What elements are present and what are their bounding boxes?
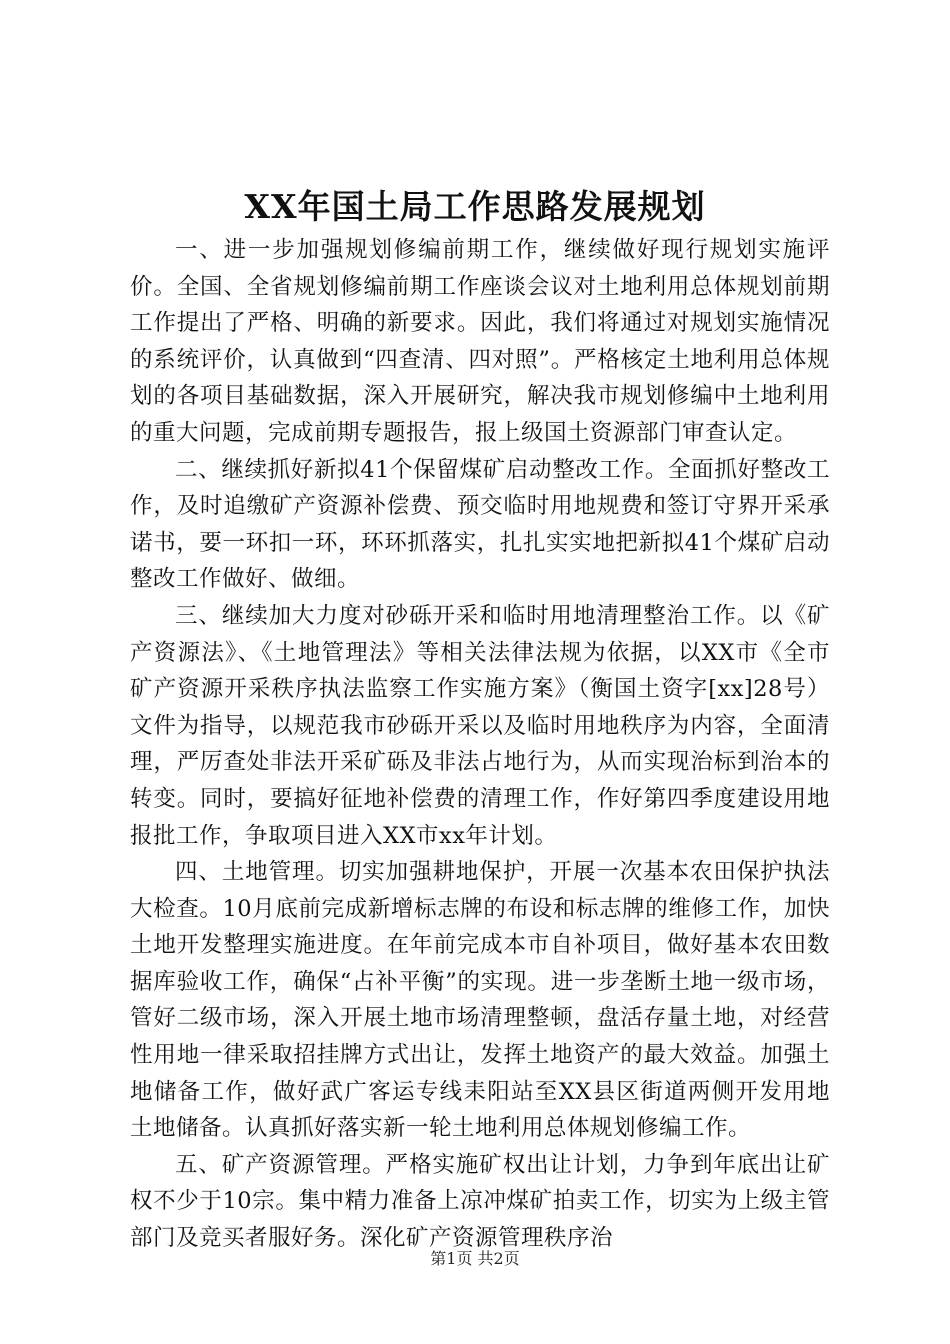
paragraph-5: 五、矿产资源管理。严格实施矿权出让计划，力争到年底出让矿权不少于10宗。集中精力准备上凉冲煤矿拍卖工作，切实为上级主管部门及竞买者服好务。深化矿产资源管理秩序治 bbox=[130, 1151, 830, 1252]
document-body bbox=[130, 232, 830, 1257]
paragraph-3: 三、继续加大力度对砂砾开采和临时用地清理整治工作。以《矿产资源法》、《土地管理法》等相关法律法规为依据，以XX市《全市矿产资源开采秩序执法监察工作实施方案》（衡国土资字[xx]28号）文件为指导，以规范我市砂砾开采以及临时用地秩序为内容，全面清理，严厉查处非法开采矿砾及非法占地行为，从而实现治标到治本的转变。同时，要搞好征地补偿费的清理工作，作好第四季度建设用地报批工作，争取项目进入XX市xx年计划。 bbox=[130, 602, 830, 849]
paragraph-1: 一、进一步加强规划修编前期工作，继续做好现行规划实施评价。全国、全省规划修编前期工作座谈会议对土地利用总体规划前期工作提出了严格、明确的新要求。因此，我们将通过对规划实施情况的系统评价，认真做到“四查清、四对照”。严格核定土地利用总体规划的各项目基础数据，深入开展研究，解决我市规划修编中土地利用的重大问题，完成前期专题报告，报上级国土资源部门审查认定。 bbox=[130, 237, 830, 446]
page-footer: 第1页 共2页 bbox=[430, 1249, 520, 1268]
paragraph-4: 四、土地管理。切实加强耕地保护，开展一次基本农田保护执法大检查。10月底前完成新增标志牌的布设和标志牌的维修工作，加快土地开发整理实施进度。在年前完成本市自补项目，做好基本农田数据库验收工作，确保“占补平衡”的实现。进一步垄断土地一级市场，管好二级市场，深入开展土地市场清理整顿，盘活存量土地，对经营性用地一律采取招挂牌方式出让，发挥土地资产的最大效益。加强土地储备工作，做好武广客运专线耒阳站至XX县区街道两侧开发用地土地储备。认真抓好落实新一轮土地利用总体规划修编工作。 bbox=[130, 859, 830, 1142]
paragraph-2: 二、继续抓好新拟41个保留煤矿启动整改工作。全面抓好整改工作，及时追缴矿产资源补偿费、预交临时用地规费和签订守界开采承诺书，要一环扣一环，环环抓落实，扎扎实实地把新拟41个煤矿启动整改工作做好、做细。 bbox=[130, 456, 830, 593]
document-title: XX年国土局工作思路发展规划 bbox=[244, 187, 706, 226]
